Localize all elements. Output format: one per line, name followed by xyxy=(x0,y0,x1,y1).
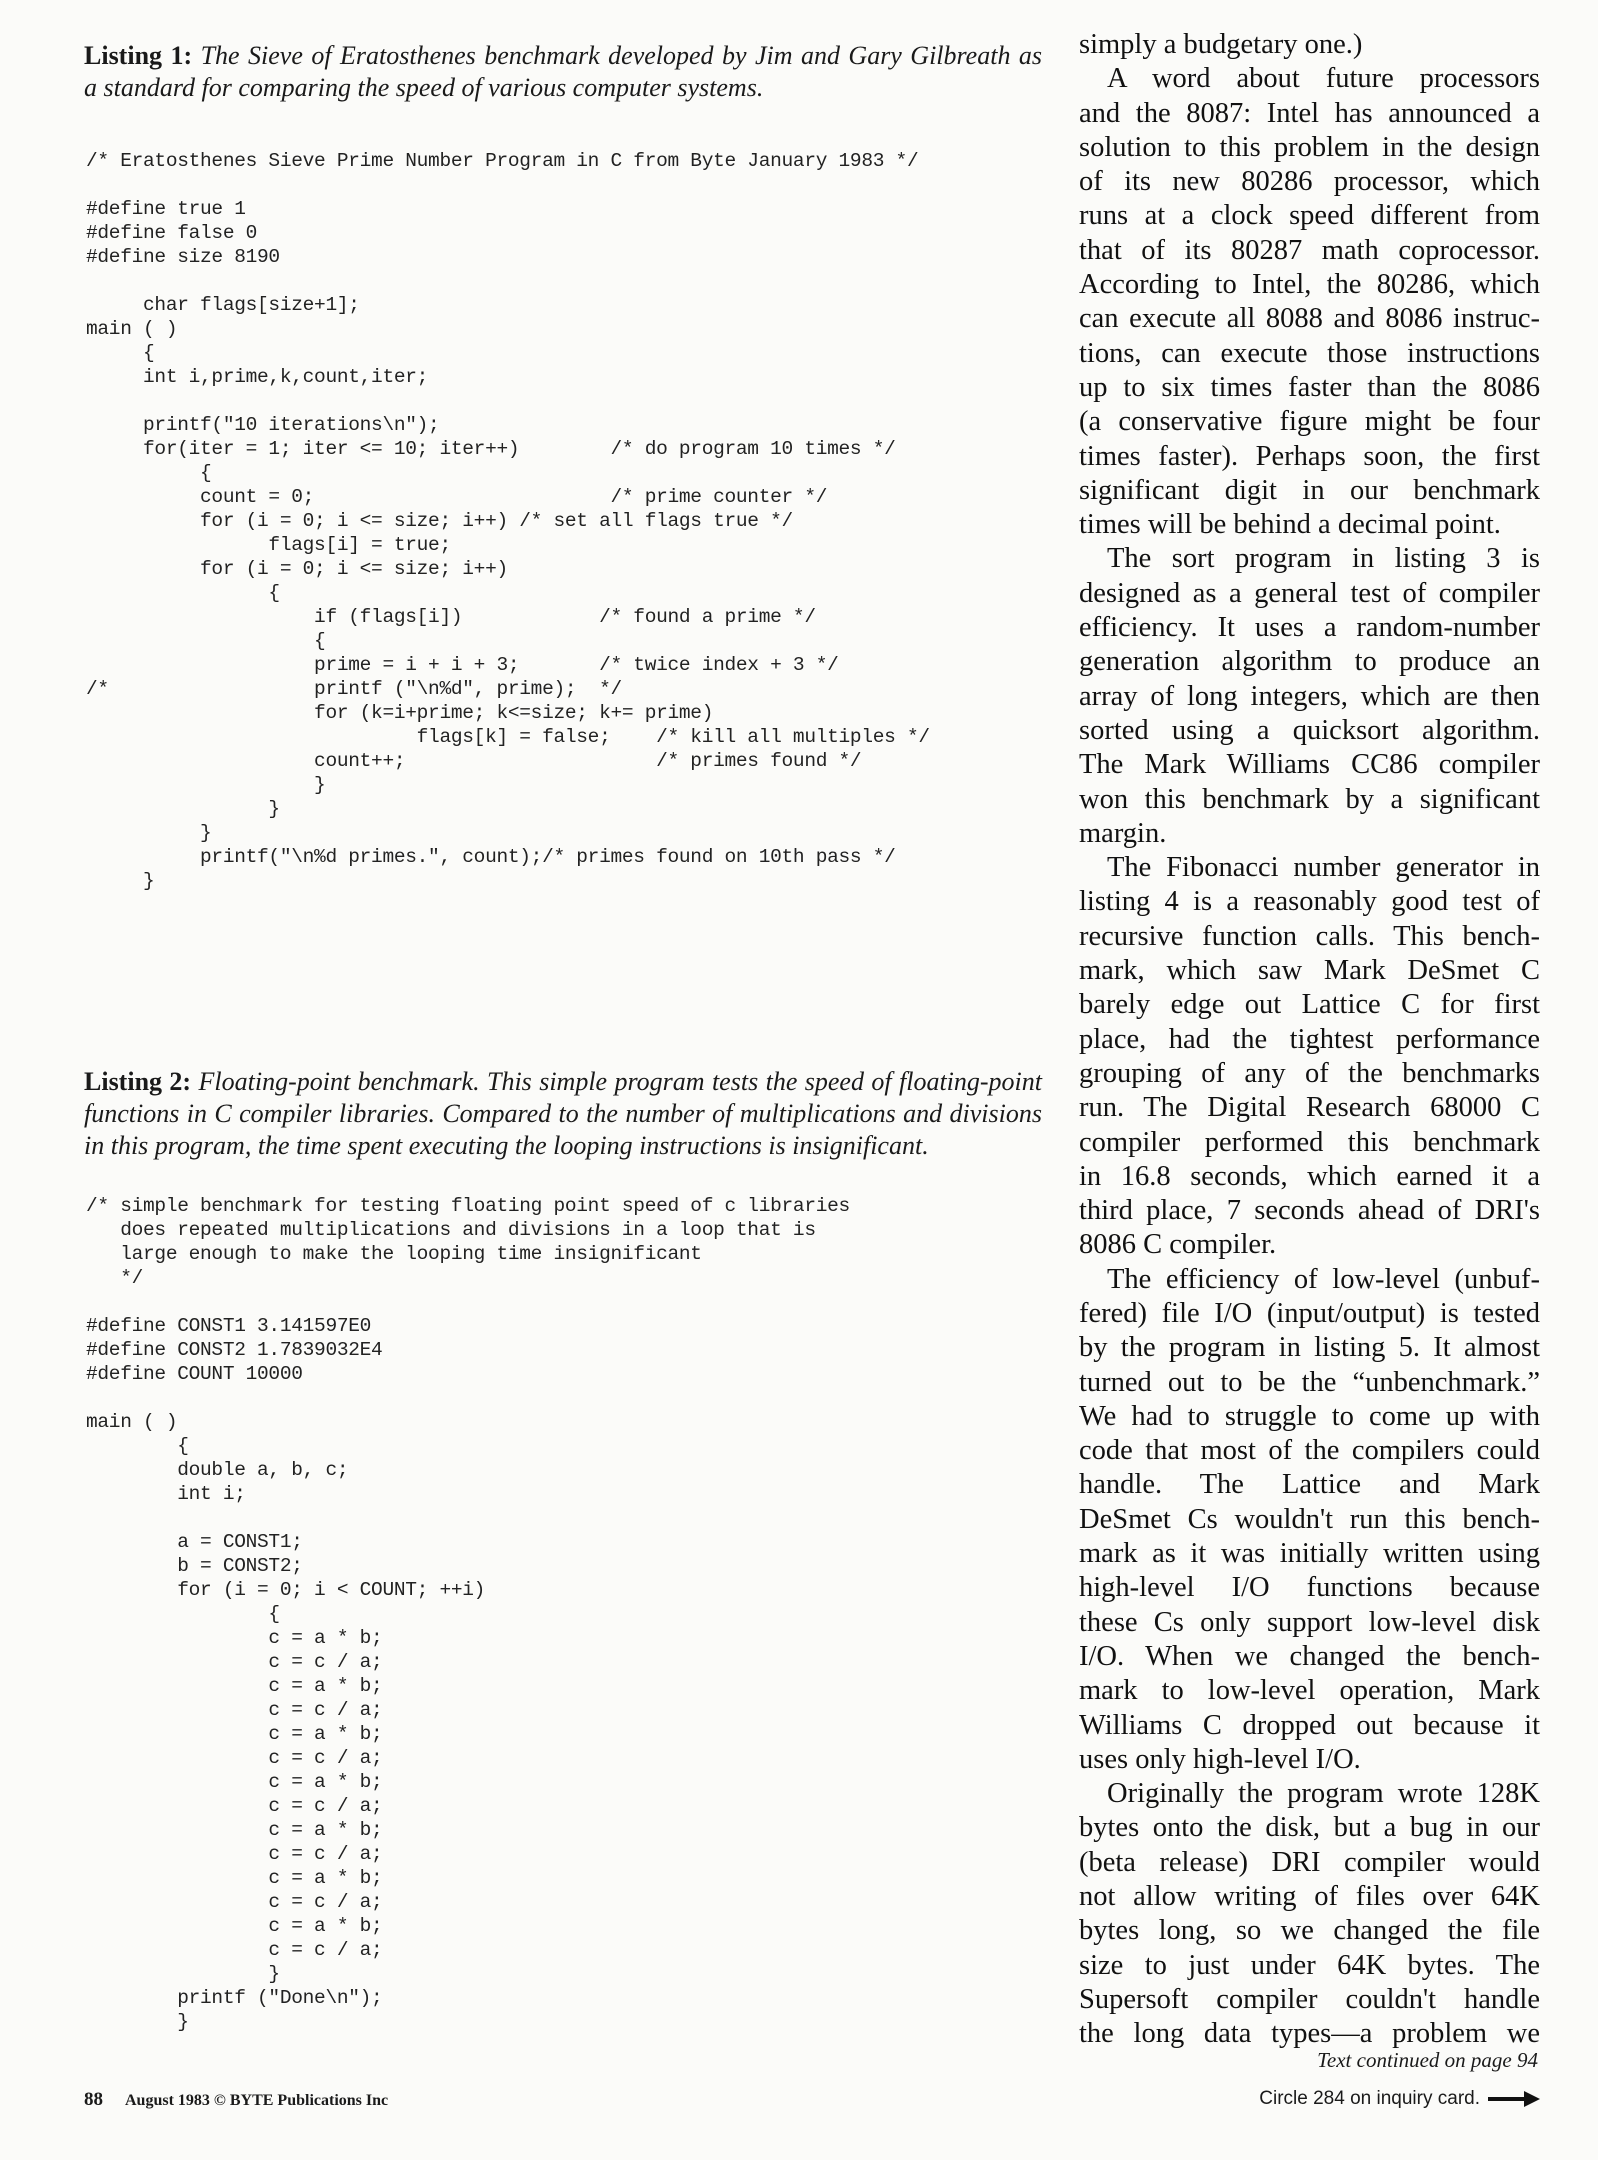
code-line: prime = i + i + 3; /* twice index + 3 */ xyxy=(86,654,839,676)
code-line: } xyxy=(86,774,326,796)
code-line: for (i = 0; i <= size; i++) /* set all flags true */ xyxy=(86,510,793,532)
article-line: According to Intel, the 80286, which xyxy=(1079,269,1540,301)
article-line: simply a budgetary one.) xyxy=(1079,29,1363,60)
article-line: mark, which saw Mark DeSmet C xyxy=(1079,955,1540,987)
code-line: c = c / a; xyxy=(86,1651,383,1673)
code-line: c = c / a; xyxy=(86,1891,383,1913)
code-line: { xyxy=(86,342,155,364)
listing-2-label: Listing 2: xyxy=(84,1067,192,1096)
article-line: Williams C dropped out because it xyxy=(1079,1709,1540,1741)
code-line: for(iter = 1; iter <= 10; iter++) /* do program 10 times */ xyxy=(86,438,896,460)
code-line: for (i = 0; i <= size; i++) xyxy=(86,558,508,580)
code-line: printf("10 iterations\n"); xyxy=(86,414,440,436)
code-line: } xyxy=(86,2011,189,2033)
code-line: a = CONST1; xyxy=(86,1531,303,1553)
article-line: DeSmet Cs wouldn't run this bench- xyxy=(1079,1503,1540,1535)
code-line: */ xyxy=(86,1267,144,1289)
article-line: size to just under 64K bytes. The xyxy=(1079,1949,1540,1981)
article-line: won this benchmark by a significant xyxy=(1079,783,1540,815)
article-line: handle. The Lattice and Mark xyxy=(1079,1469,1540,1501)
article-line: margin. xyxy=(1079,817,1167,849)
article-line: these Cs only support low-level disk xyxy=(1079,1606,1540,1638)
code-line: flags[i] = true; xyxy=(86,534,451,556)
article-line: runs at a clock speed different from xyxy=(1079,200,1540,232)
article-line: bytes onto the disk, but a bug in our xyxy=(1079,1812,1540,1844)
article-column xyxy=(1079,28,1540,2052)
publication-line: August 1983 © BYTE Publications Inc xyxy=(125,2092,389,2109)
article-line: I/O. When we changed the bench- xyxy=(1079,1640,1540,1672)
code-line: { xyxy=(86,1435,189,1457)
code-line: double a, b, c; xyxy=(86,1459,349,1481)
code-line: c = c / a; xyxy=(86,1699,383,1721)
article-line: designed as a general test of compiler xyxy=(1079,577,1540,609)
code-line xyxy=(86,269,930,293)
code-line xyxy=(86,173,930,197)
code-line: #define true 1 xyxy=(86,198,246,220)
code-line: main ( ) xyxy=(86,318,178,340)
code-line: { xyxy=(86,1603,280,1625)
page-footer xyxy=(84,2089,388,2111)
article-line: generation algorithm to produce an xyxy=(1079,646,1540,678)
article-line: recursive function calls. This bench- xyxy=(1079,920,1540,952)
code-line: main ( ) xyxy=(86,1411,178,1433)
article-line: (a conservative figure might be four xyxy=(1079,406,1540,438)
article-line: uses only high-level I/O. xyxy=(1079,1743,1361,1775)
code-line: printf ("Done\n"); xyxy=(86,1987,383,2009)
inquiry-note: Circle 284 on inquiry card. xyxy=(1160,2088,1540,2110)
code-line: c = c / a; xyxy=(86,1843,383,1865)
code-line: large enough to make the looping time insignificant xyxy=(86,1243,702,1265)
listing-2-caption: Listing 2: Floating-point benchmark. This simple program tests the speed of floating-point functions in C compiler libraries. Compared to the number of multiplications and divisions in this program, the time spent executing the looping instructions is insignificant. xyxy=(84,1067,1042,1160)
code-line: c = c / a; xyxy=(86,1747,383,1769)
article-line: efficiency. It uses a random-number xyxy=(1079,612,1540,644)
code-line: printf("\n%d primes.", count);/* primes found on 10th pass */ xyxy=(86,846,896,868)
code-line: c = a * b; xyxy=(86,1915,383,1937)
arrow-right-icon xyxy=(1488,2091,1540,2107)
code-line: /* Eratosthenes Sieve Prime Number Program in C from Byte January 1983 */ xyxy=(86,150,919,172)
code-line: #define size 8190 xyxy=(86,246,280,268)
code-line: #define CONST1 3.141597E0 xyxy=(86,1315,372,1337)
article-line: solution to this problem in the design xyxy=(1079,131,1540,163)
article-line: listing 4 is a reasonably good test of xyxy=(1079,886,1540,918)
code-line: c = a * b; xyxy=(86,1819,383,1841)
code-line: /* printf ("\n%d", prime); */ xyxy=(86,678,622,700)
article-line: grouping of any of the benchmarks xyxy=(1079,1057,1540,1089)
article-line: We had to struggle to come up with xyxy=(1079,1400,1540,1432)
code-line: count++; /* primes found */ xyxy=(86,750,862,772)
article-line: run. The Digital Research 68000 C xyxy=(1079,1092,1540,1124)
code-line: c = a * b; xyxy=(86,1627,383,1649)
code-line: for (k=i+prime; k<=size; k+= prime) xyxy=(86,702,714,724)
page-number: 88 xyxy=(84,2089,103,2110)
article-line: times will be behind a decimal point. xyxy=(1079,509,1501,541)
code-line: if (flags[i]) /* found a prime */ xyxy=(86,606,816,628)
article-line: that of its 80287 math coprocessor. xyxy=(1079,234,1540,266)
article-line: array of long integers, which are then xyxy=(1079,680,1540,712)
article-line: significant digit in our benchmark xyxy=(1079,474,1540,506)
article-line: barely edge out Lattice C for first xyxy=(1079,989,1540,1021)
article-line: by the program in listing 5. It almost xyxy=(1079,1332,1540,1364)
code-line xyxy=(86,1290,850,1314)
code-line: c = c / a; xyxy=(86,1795,383,1817)
article-line: third place, 7 seconds ahead of DRI's xyxy=(1079,1195,1540,1227)
code-line: c = a * b; xyxy=(86,1867,383,1889)
listing-1-label: Listing 1: xyxy=(84,41,193,70)
article-line: code that most of the compilers could xyxy=(1079,1435,1540,1467)
code-line xyxy=(86,1506,850,1530)
code-line: int i; xyxy=(86,1483,246,1505)
code-line: count = 0; /* prime counter */ xyxy=(86,486,828,508)
article-line: of its new 80286 processor, which xyxy=(1079,166,1540,198)
code-line: { xyxy=(86,582,280,604)
article-line: place, had the tightest performance xyxy=(1079,1023,1540,1055)
article-line: turned out to be the “unbenchmark.” xyxy=(1079,1366,1540,1398)
code-line: /* simple benchmark for testing floating point speed of c libraries xyxy=(86,1195,850,1217)
code-line: for (i = 0; i < COUNT; ++i) xyxy=(86,1579,486,1601)
listing-1-code xyxy=(86,149,930,893)
code-line: int i,prime,k,count,iter; xyxy=(86,366,429,388)
article-line: bytes long, so we changed the file xyxy=(1079,1915,1540,1947)
article-line: The Fibonacci number generator in xyxy=(1107,852,1540,884)
article-line: compiler performed this benchmark xyxy=(1079,1126,1540,1158)
code-line: { xyxy=(86,462,212,484)
code-line: } xyxy=(86,798,280,820)
code-line: flags[k] = false; /* kill all multiples */ xyxy=(86,726,930,748)
article-line: The sort program in listing 3 is xyxy=(1107,543,1540,575)
article-line: can execute all 8088 and 8086 instruc- xyxy=(1079,303,1540,335)
code-line: } xyxy=(86,1963,280,1985)
code-line: } xyxy=(86,870,155,892)
code-line: { xyxy=(86,630,326,652)
code-line: #define COUNT 10000 xyxy=(86,1363,303,1385)
article-line: sorted using a quicksort algorithm. xyxy=(1079,714,1540,746)
article-line: The Mark Williams CC86 compiler xyxy=(1079,749,1540,781)
article-line: 8086 C compiler. xyxy=(1079,1229,1277,1261)
article-line: not allow writing of files over 64K xyxy=(1079,1881,1540,1913)
article-line: Originally the program wrote 128K xyxy=(1107,1778,1540,1810)
code-line: char flags[size+1]; xyxy=(86,294,360,316)
listing-1-caption: Listing 1: The Sieve of Eratosthenes benchmark developed by Jim and Gary Gilbreath as a standard for comparing the speed of various computer systems. xyxy=(84,41,1043,102)
article-line: mark to low-level operation, Mark xyxy=(1079,1675,1540,1707)
article-line: mark as it was initially written using xyxy=(1079,1538,1540,1570)
code-line: } xyxy=(86,822,212,844)
listing-2-code xyxy=(86,1194,850,2034)
code-line: c = a * b; xyxy=(86,1723,383,1745)
code-line xyxy=(86,1386,850,1410)
article-line: times faster). Perhaps soon, the first xyxy=(1079,440,1540,472)
code-line xyxy=(86,389,930,413)
article-line: and the 8087: Intel has announced a xyxy=(1079,97,1540,129)
article-line: in 16.8 seconds, which earned it a xyxy=(1079,1160,1540,1192)
continued-note: Text continued on page 94 xyxy=(1317,2048,1538,2072)
article-line: A word about future processors xyxy=(1107,63,1540,95)
code-line: #define false 0 xyxy=(86,222,258,244)
code-line: does repeated multiplications and divisions in a loop that is xyxy=(86,1219,816,1241)
code-line: c = c / a; xyxy=(86,1939,383,1961)
article-line: fered) file I/O (input/output) is tested xyxy=(1079,1297,1540,1329)
article-line: up to six times faster than the 8086 xyxy=(1079,371,1540,403)
article-line: high-level I/O functions because xyxy=(1079,1572,1540,1604)
article-line: Supersoft compiler couldn't handle xyxy=(1079,1983,1540,2015)
article-line: The efficiency of low-level (unbuf- xyxy=(1107,1263,1540,1295)
code-line: c = a * b; xyxy=(86,1771,383,1793)
article-line: tions, can execute those instructions xyxy=(1079,337,1540,369)
code-line: b = CONST2; xyxy=(86,1555,303,1577)
code-line: #define CONST2 1.7839032E4 xyxy=(86,1339,383,1361)
article-line: the long data types—a problem we xyxy=(1079,2018,1540,2050)
code-line: c = a * b; xyxy=(86,1675,383,1697)
article-line: (beta release) DRI compiler would xyxy=(1079,1846,1540,1878)
